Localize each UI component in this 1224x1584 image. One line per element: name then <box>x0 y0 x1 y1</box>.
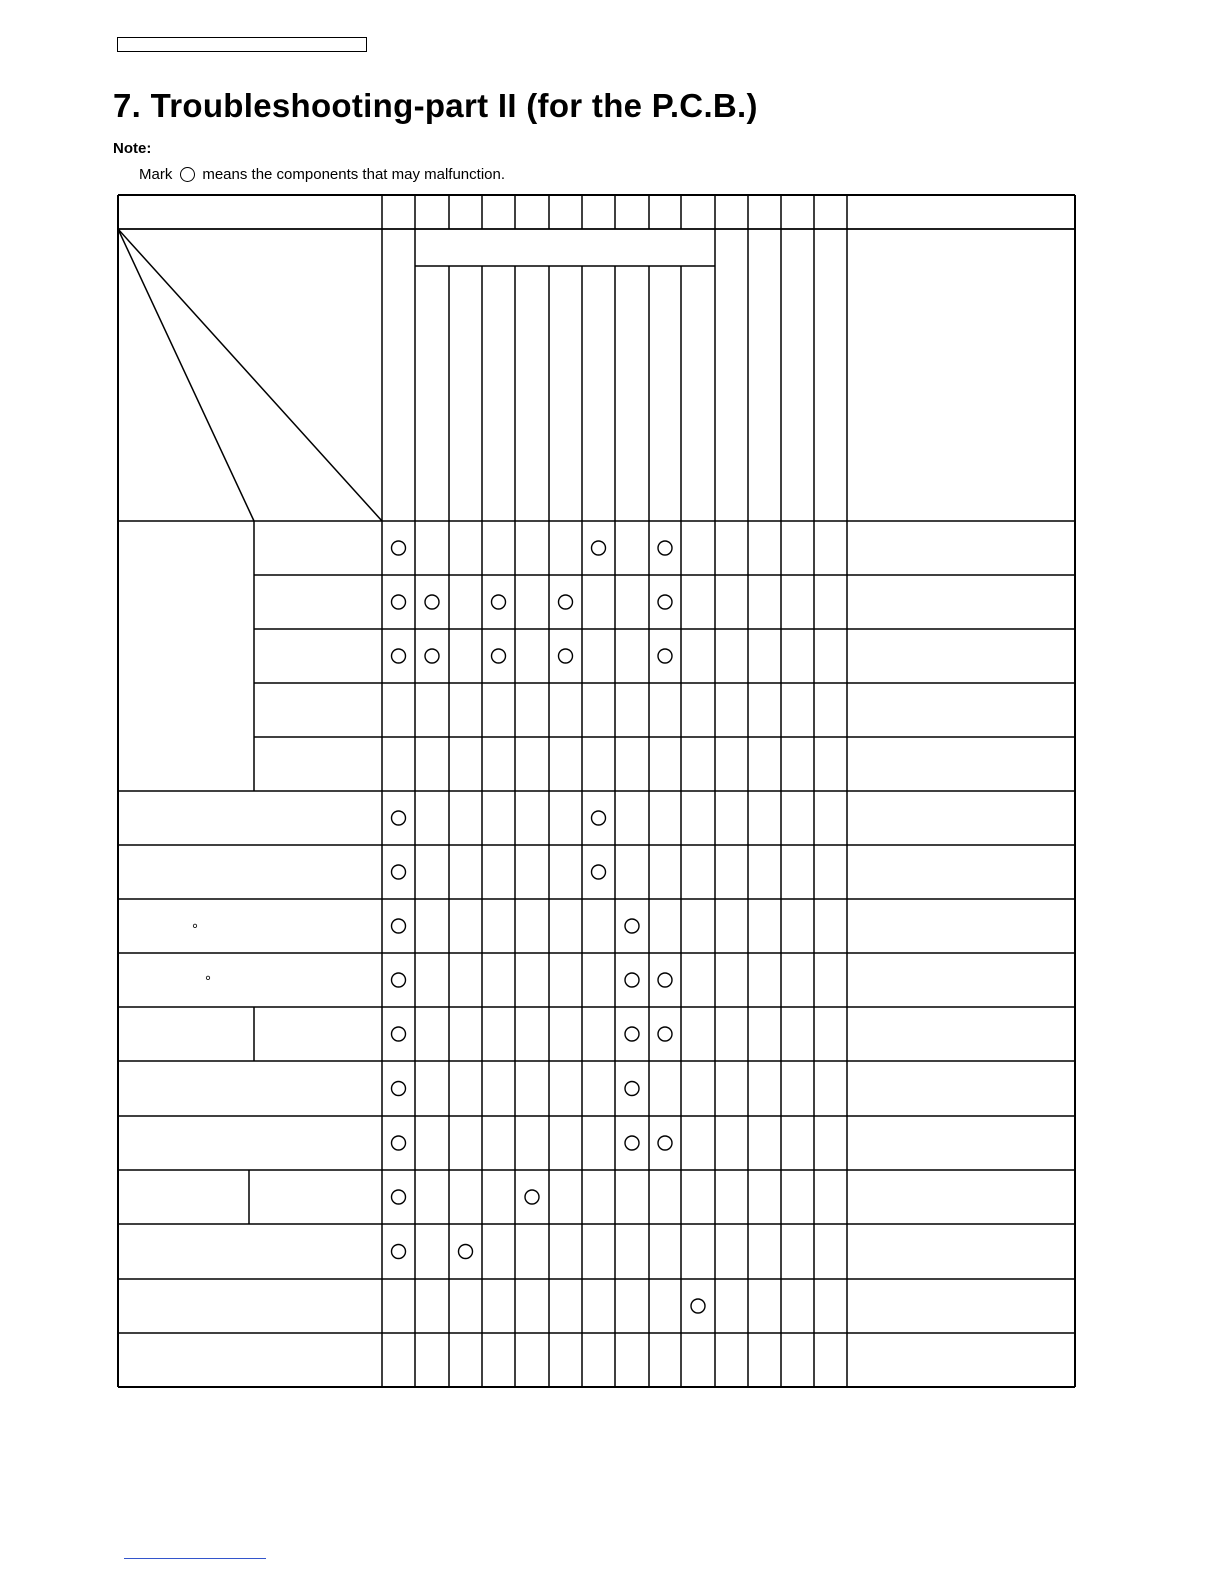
header-diagonal <box>118 229 382 521</box>
malfunction-mark-icon <box>658 541 672 555</box>
malfunction-mark-icon <box>658 1136 672 1150</box>
malfunction-mark-icon <box>658 595 672 609</box>
malfunction-mark-icon <box>658 973 672 987</box>
malfunction-mark-icon <box>392 1082 406 1096</box>
malfunction-mark-icon <box>459 1245 473 1259</box>
page-title: 7. Troubleshooting-part II (for the P.C.B.) <box>113 87 758 124</box>
malfunction-mark-icon <box>525 1190 539 1204</box>
malfunction-mark-icon <box>392 649 406 663</box>
degree-symbol: ° <box>192 921 198 938</box>
malfunction-mark-icon <box>392 1190 406 1204</box>
malfunction-mark-icon <box>592 811 606 825</box>
malfunction-mark-icon <box>425 595 439 609</box>
malfunction-mark-icon <box>625 1082 639 1096</box>
malfunction-mark-icon <box>625 973 639 987</box>
malfunction-mark-icon <box>559 649 573 663</box>
malfunction-mark-icon <box>392 919 406 933</box>
note-text-before: Mark <box>139 166 173 183</box>
malfunction-mark-icon <box>592 865 606 879</box>
malfunction-mark-icon <box>492 649 506 663</box>
malfunction-mark-icon <box>625 919 639 933</box>
malfunction-mark-icon <box>592 541 606 555</box>
malfunction-mark-icon <box>392 541 406 555</box>
malfunction-mark-icon <box>392 1027 406 1041</box>
malfunction-mark-icon <box>392 595 406 609</box>
malfunction-mark-icon <box>392 865 406 879</box>
footer-line <box>124 1558 266 1559</box>
malfunction-mark-icon <box>691 1299 705 1313</box>
note-label: Note: <box>113 140 152 157</box>
degree-symbol: ° <box>205 973 211 990</box>
malfunction-mark-icon <box>392 973 406 987</box>
note-text-after: means the components that may malfunction. <box>202 166 506 183</box>
malfunction-mark-icon <box>658 649 672 663</box>
malfunction-mark-icon <box>658 1027 672 1041</box>
malfunction-mark-icon <box>392 1136 406 1150</box>
malfunction-mark-icon <box>425 649 439 663</box>
malfunction-mark-icon <box>559 595 573 609</box>
malfunction-mark-icon <box>492 595 506 609</box>
malfunction-mark-icon <box>392 1245 406 1259</box>
malfunction-mark-icon <box>625 1136 639 1150</box>
header-diagonal <box>118 229 254 521</box>
malfunction-mark-icon <box>392 811 406 825</box>
malfunction-mark-icon <box>625 1027 639 1041</box>
